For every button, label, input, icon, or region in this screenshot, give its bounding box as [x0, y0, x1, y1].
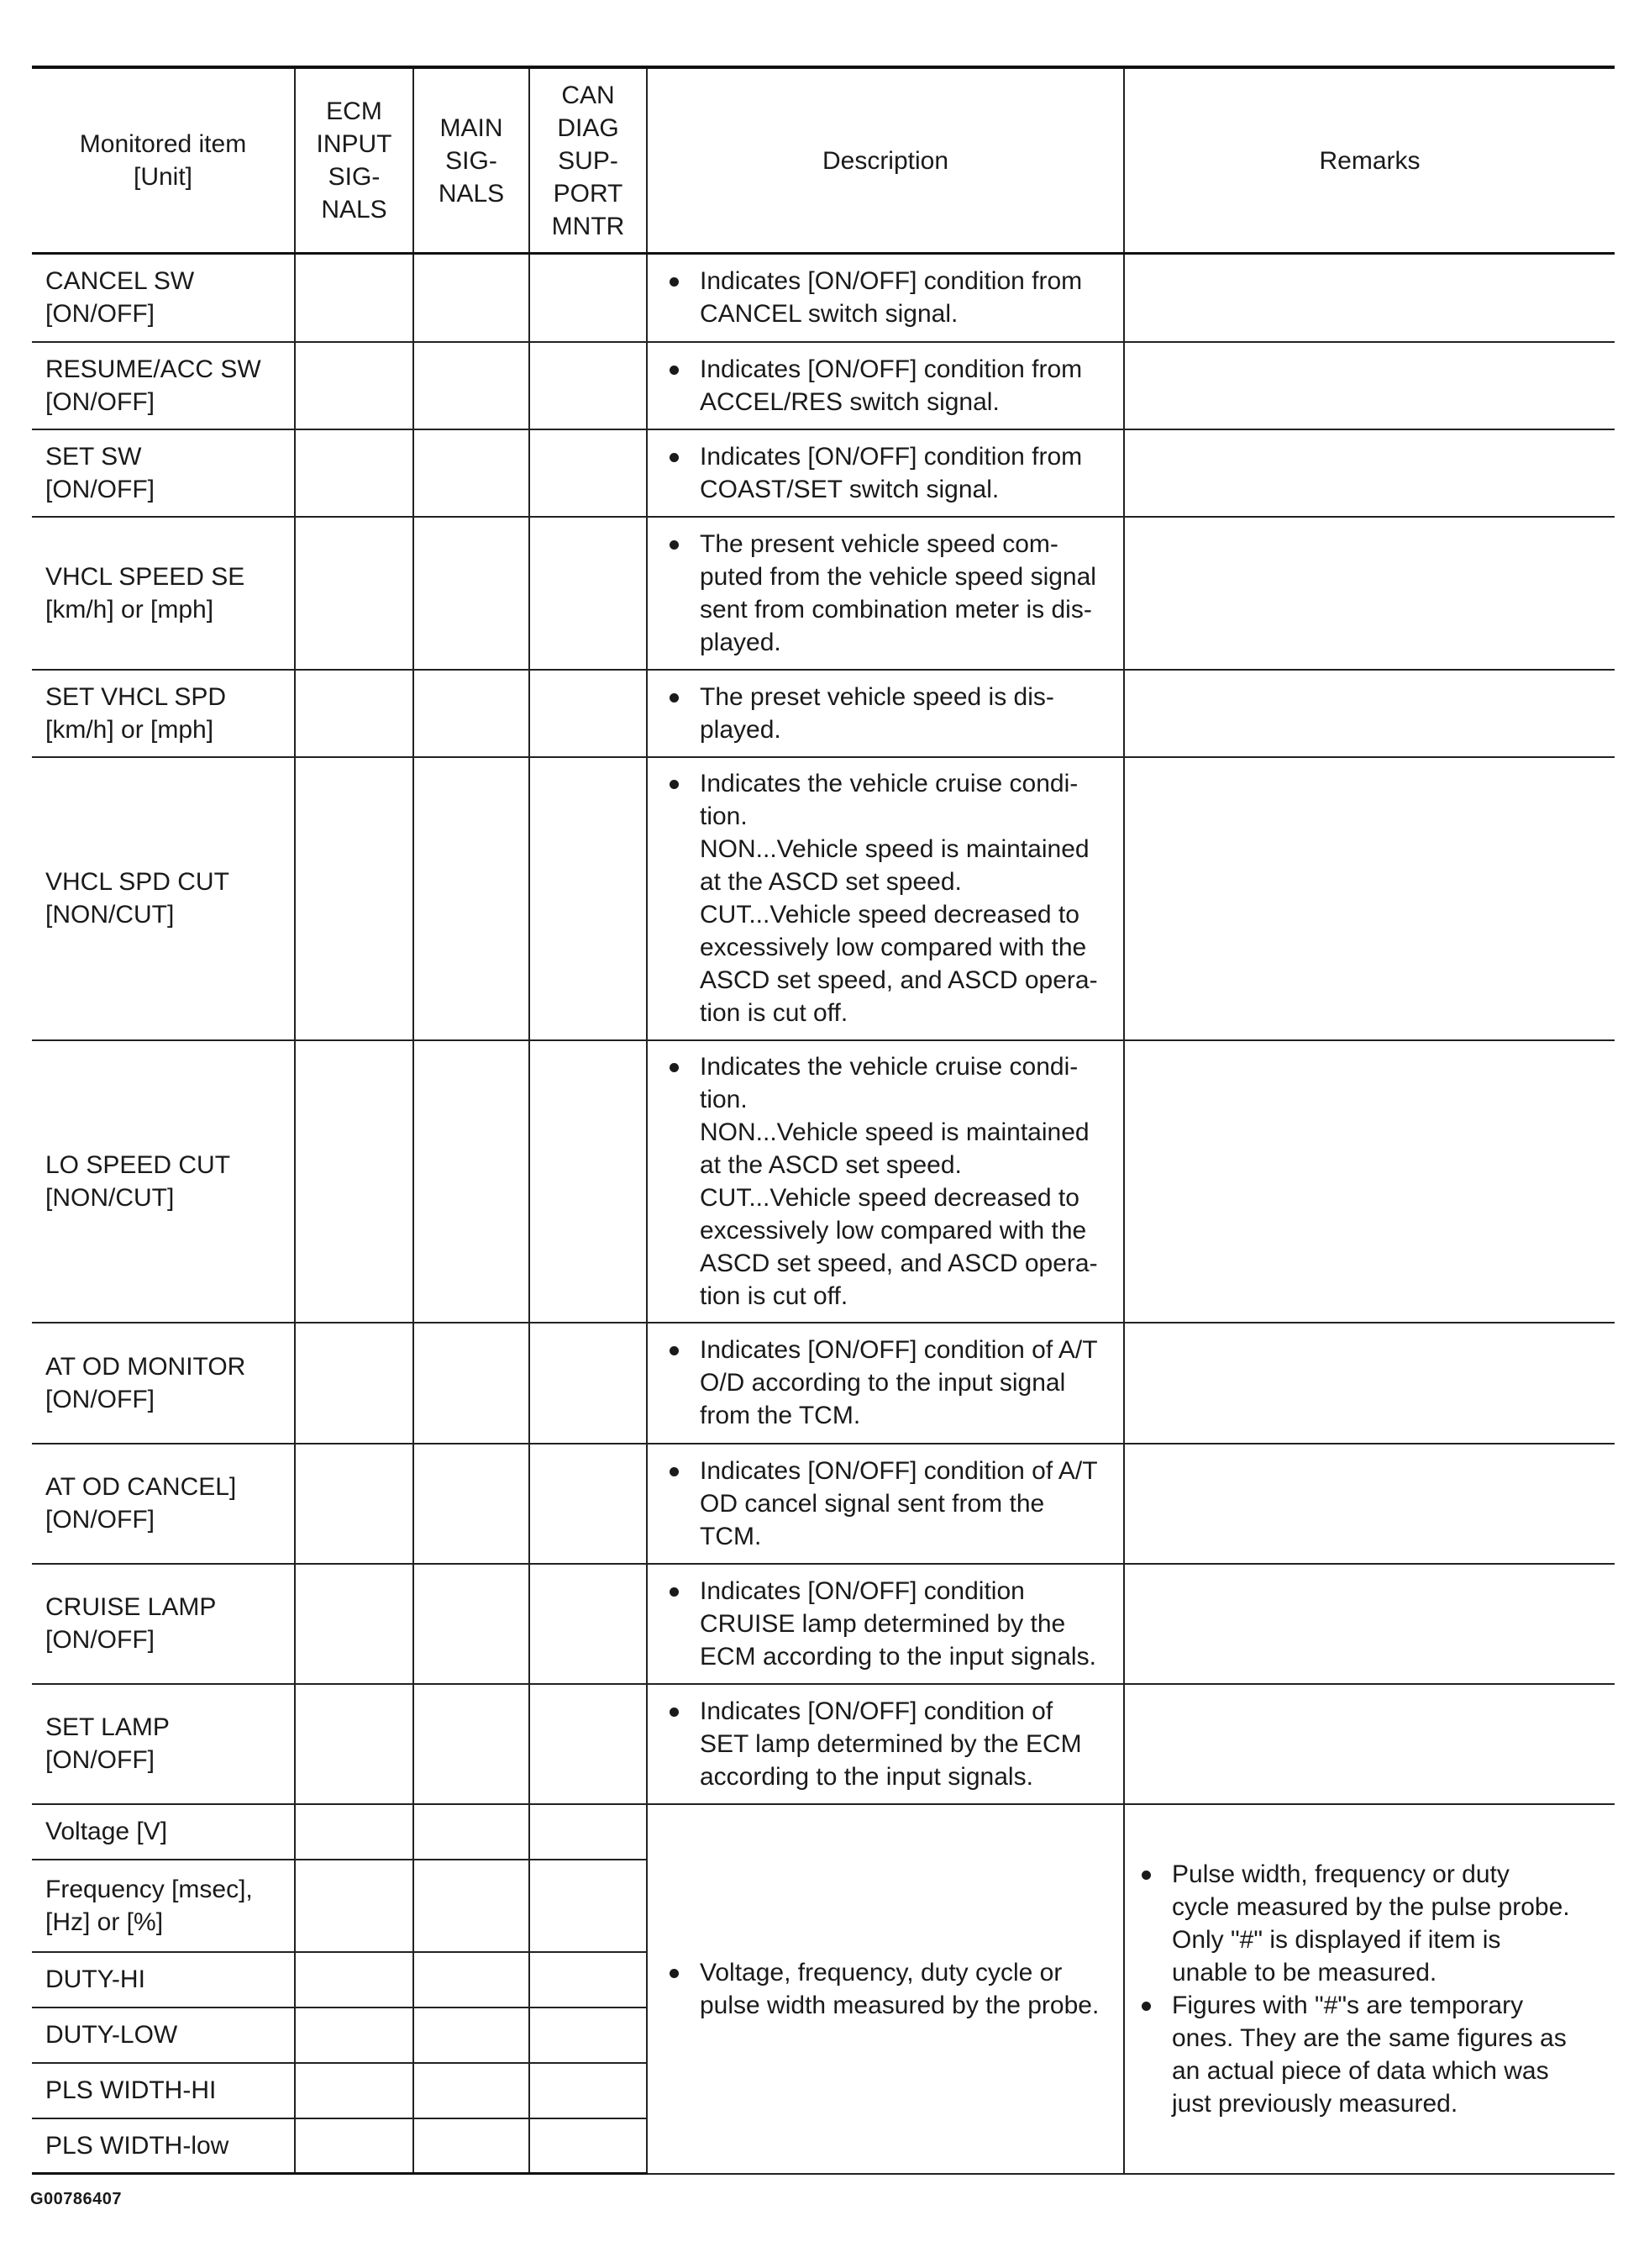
- bullet-text: Indicates [ON/OFF] condition CRUISE lamp determined by the ECM according to the input signals.: [664, 1575, 1115, 1673]
- table-row: [32, 757, 1615, 1040]
- table-row: [32, 1804, 1615, 1860]
- main-signals-cell: [413, 1040, 529, 1323]
- main-signals-cell: [413, 517, 529, 670]
- remarks-cell: [1124, 429, 1615, 517]
- ecm-input-signals-cell: [295, 1804, 413, 1860]
- header-ecm-input-signals: ECM INPUT SIG- NALS: [295, 67, 413, 254]
- description-cell: [647, 670, 1124, 757]
- description-cell: [647, 1444, 1124, 1564]
- description-cell: [647, 1040, 1124, 1323]
- remarks-cell: [1124, 1444, 1615, 1564]
- bullet-text: Indicates the vehicle cruise condi- tion. NON...Vehicle speed is maintained at the ASCD set speed. CUT...Vehicle speed decreased to excessively low compared with the ASCD set speed, and ASCD opera- tion is cut off.: [664, 767, 1115, 1029]
- ecm-input-signals-cell: [295, 517, 413, 670]
- main-signals-cell: [413, 342, 529, 429]
- table-row: [32, 342, 1615, 429]
- probe-remarks-cell: [1124, 1804, 1615, 2174]
- monitored-item-cell: SET VHCL SPD [km/h] or [mph]: [32, 670, 295, 757]
- remarks-cell: [1124, 1684, 1615, 1804]
- monitored-item-cell: PLS WIDTH-low: [32, 2118, 295, 2174]
- bullet-text: The present vehicle speed com- puted from the vehicle speed signal sent from combination meter is dis- played.: [664, 528, 1115, 659]
- main-signals-cell: [413, 1564, 529, 1684]
- table-row: [32, 1684, 1615, 1804]
- main-signals-cell: [413, 1684, 529, 1804]
- remarks-cell: [1124, 757, 1615, 1040]
- monitored-item-cell: DUTY-HI: [32, 1952, 295, 2008]
- can-diag-cell: [529, 1684, 647, 1804]
- remarks-cell: [1124, 254, 1615, 342]
- monitored-item-cell: AT OD MONITOR [ON/OFF]: [32, 1323, 295, 1444]
- bullet-text: Indicates [ON/OFF] condition from ACCEL/RES switch signal.: [664, 353, 1115, 418]
- remarks-cell: [1124, 1323, 1615, 1444]
- description-cell: [647, 1564, 1124, 1684]
- can-diag-cell: [529, 1444, 647, 1564]
- table-row: [32, 1564, 1615, 1684]
- remark-bullet: Figures with "#"s are temporary ones. They are the same figures as an actual piece of data which was just previously measured.: [1137, 1989, 1603, 2120]
- can-diag-cell: [529, 757, 647, 1040]
- ecm-input-signals-cell: [295, 2118, 413, 2174]
- monitored-item-cell: SET LAMP [ON/OFF]: [32, 1684, 295, 1804]
- monitored-item-cell: CANCEL SW [ON/OFF]: [32, 254, 295, 342]
- main-signals-cell: [413, 757, 529, 1040]
- monitored-item-cell: SET SW [ON/OFF]: [32, 429, 295, 517]
- figure-id: G00786407: [30, 2190, 123, 2208]
- monitored-item-cell: RESUME/ACC SW [ON/OFF]: [32, 342, 295, 429]
- description-cell: [647, 757, 1124, 1040]
- can-diag-cell: [529, 1040, 647, 1323]
- main-signals-cell: [413, 1952, 529, 2008]
- monitored-item-cell: VHCL SPD CUT [NON/CUT]: [32, 757, 295, 1040]
- monitored-item-cell: Frequency [msec], [Hz] or [%]: [32, 1860, 295, 1952]
- bullet-text: Indicates [ON/OFF] condition from CANCEL switch signal.: [664, 265, 1115, 330]
- ecm-input-signals-cell: [295, 342, 413, 429]
- table-row: [32, 254, 1615, 342]
- ecm-input-signals-cell: [295, 1952, 413, 2008]
- ecm-input-signals-cell: [295, 429, 413, 517]
- bullet-text: Indicates [ON/OFF] condition of SET lamp determined by the ECM according to the input signals.: [664, 1695, 1115, 1793]
- main-signals-cell: [413, 2008, 529, 2063]
- can-diag-cell: [529, 1323, 647, 1444]
- description-cell: [647, 429, 1124, 517]
- bullet-text: Voltage, frequency, duty cycle or pulse width measured by the probe.: [664, 1956, 1115, 2022]
- can-diag-cell: [529, 2008, 647, 2063]
- can-diag-cell: [529, 2063, 647, 2118]
- main-signals-cell: [413, 1323, 529, 1444]
- header-monitored-item: Monitored item [Unit]: [32, 67, 295, 254]
- main-signals-cell: [413, 429, 529, 517]
- monitored-item-cell: AT OD CANCEL] [ON/OFF]: [32, 1444, 295, 1564]
- can-diag-cell: [529, 254, 647, 342]
- bullet-text: Indicates the vehicle cruise condi- tion. NON...Vehicle speed is maintained at the ASCD set speed. CUT...Vehicle speed decreased to excessively low compared with the ASCD set speed, and ASCD opera- tion is cut off.: [664, 1050, 1115, 1313]
- main-signals-cell: [413, 2063, 529, 2118]
- table-row: [32, 1444, 1615, 1564]
- can-diag-cell: [529, 1564, 647, 1684]
- ecm-input-signals-cell: [295, 1323, 413, 1444]
- main-signals-cell: [413, 2118, 529, 2174]
- monitored-item-cell: VHCL SPEED SE [km/h] or [mph]: [32, 517, 295, 670]
- can-diag-cell: [529, 342, 647, 429]
- ecm-input-signals-cell: [295, 1860, 413, 1952]
- main-signals-cell: [413, 670, 529, 757]
- ecm-input-signals-cell: [295, 254, 413, 342]
- monitored-item-cell: CRUISE LAMP [ON/OFF]: [32, 1564, 295, 1684]
- header-can-diag-support-mntr: CAN DIAG SUP- PORT MNTR: [529, 67, 647, 254]
- main-signals-cell: [413, 1804, 529, 1860]
- can-diag-cell: [529, 429, 647, 517]
- table-row: [32, 670, 1615, 757]
- remarks-cell: [1124, 670, 1615, 757]
- ecm-input-signals-cell: [295, 1444, 413, 1564]
- main-signals-cell: [413, 1860, 529, 1952]
- table-row: [32, 517, 1615, 670]
- main-signals-cell: [413, 254, 529, 342]
- description-cell: [647, 254, 1124, 342]
- remark-bullet: Pulse width, frequency or duty cycle measured by the pulse probe. Only "#" is displayed if item is unable to be measured.: [1137, 1858, 1603, 1989]
- can-diag-cell: [529, 517, 647, 670]
- description-cell: [647, 1323, 1124, 1444]
- ecm-input-signals-cell: [295, 1564, 413, 1684]
- ecm-input-signals-cell: [295, 757, 413, 1040]
- bullet-text: The preset vehicle speed is dis- played.: [664, 681, 1115, 746]
- remarks-cell: [1124, 1040, 1615, 1323]
- remarks-cell: [1124, 342, 1615, 429]
- ecm-input-signals-cell: [295, 670, 413, 757]
- table-row: [32, 1323, 1615, 1444]
- can-diag-cell: [529, 1804, 647, 1860]
- bullet-text: Indicates [ON/OFF] condition of A/T OD cancel signal sent from the TCM.: [664, 1455, 1115, 1553]
- bullet-text: Indicates [ON/OFF] condition of A/T O/D according to the input signal from the TCM.: [664, 1334, 1115, 1432]
- can-diag-cell: [529, 1860, 647, 1952]
- remarks-cell: [1124, 517, 1615, 670]
- can-diag-cell: [529, 1952, 647, 2008]
- probe-description-cell: [647, 1804, 1124, 2174]
- header-description: Description: [647, 67, 1124, 254]
- can-diag-cell: [529, 2118, 647, 2174]
- can-diag-cell: [529, 670, 647, 757]
- description-cell: [647, 517, 1124, 670]
- header-main-signals: MAIN SIG- NALS: [413, 67, 529, 254]
- description-cell: [647, 1684, 1124, 1804]
- monitored-item-cell: PLS WIDTH-HI: [32, 2063, 295, 2118]
- ecm-input-signals-cell: [295, 2008, 413, 2063]
- monitor-item-table: [32, 66, 1615, 2175]
- monitored-item-cell: Voltage [V]: [32, 1804, 295, 1860]
- header-remarks: Remarks: [1124, 67, 1615, 254]
- table-row: [32, 1040, 1615, 1323]
- ecm-input-signals-cell: [295, 1684, 413, 1804]
- ecm-input-signals-cell: [295, 1040, 413, 1323]
- monitored-item-cell: DUTY-LOW: [32, 2008, 295, 2063]
- table-header-row: [32, 67, 1615, 254]
- table-row: [32, 429, 1615, 517]
- remarks-cell: [1124, 1564, 1615, 1684]
- description-cell: [647, 342, 1124, 429]
- monitored-item-cell: LO SPEED CUT [NON/CUT]: [32, 1040, 295, 1323]
- bullet-text: Indicates [ON/OFF] condition from COAST/SET switch signal.: [664, 440, 1115, 506]
- ecm-input-signals-cell: [295, 2063, 413, 2118]
- main-signals-cell: [413, 1444, 529, 1564]
